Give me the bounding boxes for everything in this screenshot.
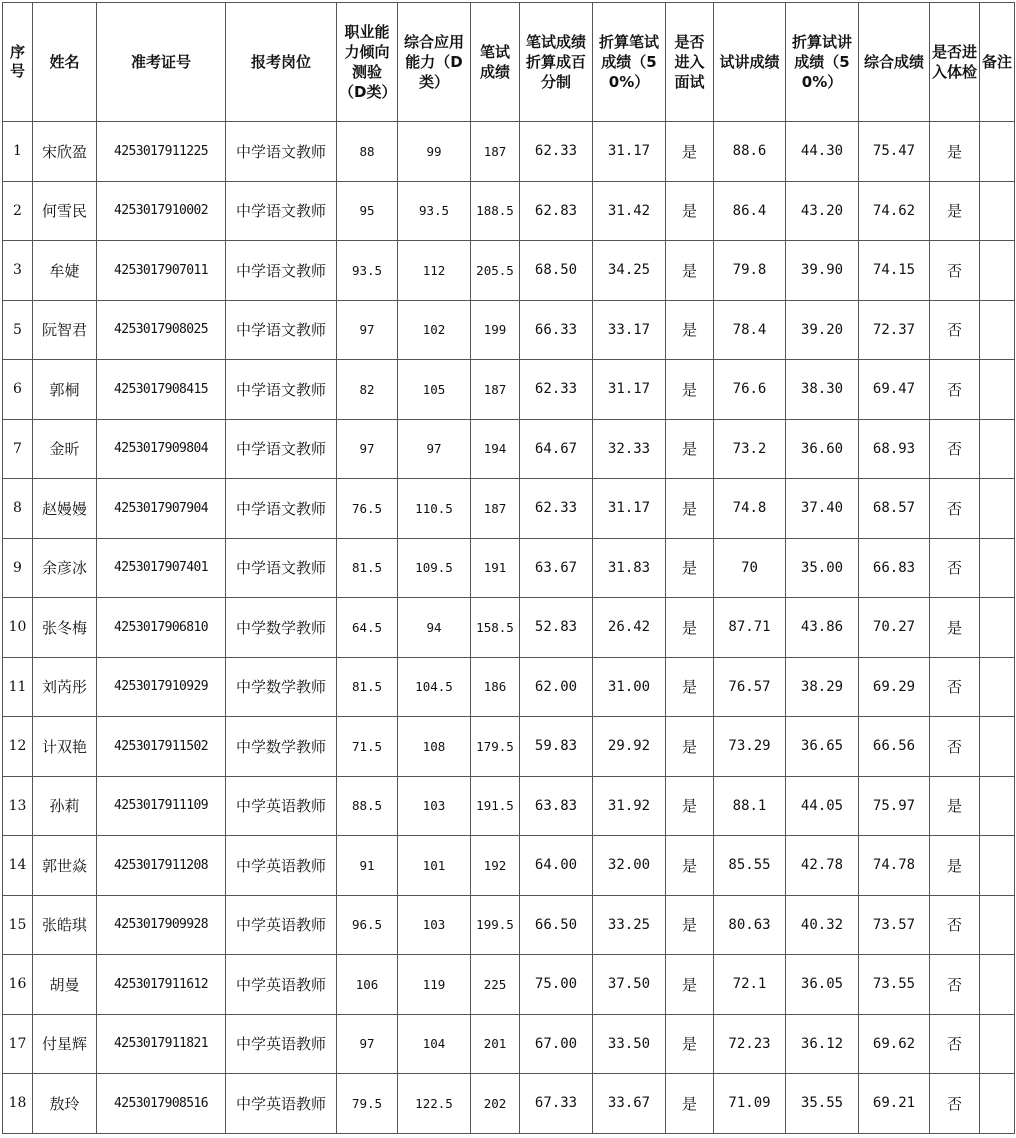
cell-seq: 1 <box>3 122 33 182</box>
cell-remark <box>980 181 1015 241</box>
cell-seq: 17 <box>3 1014 33 1074</box>
cell-total: 66.83 <box>859 538 930 598</box>
cell-physical-entry: 否 <box>930 241 980 301</box>
cell-id: 4253017911109 <box>97 776 226 836</box>
cell-interview-entry: 是 <box>666 836 714 896</box>
cell-seq: 6 <box>3 360 33 420</box>
cell-post: 中学数学教师 <box>226 657 337 717</box>
cell-aptitude: 64.5 <box>337 598 398 658</box>
cell-post: 中学英语教师 <box>226 776 337 836</box>
cell-seq: 5 <box>3 300 33 360</box>
cell-written-50: 31.17 <box>593 360 666 420</box>
cell-applied: 94 <box>398 598 471 658</box>
cell-remark <box>980 360 1015 420</box>
cell-applied: 97 <box>398 419 471 479</box>
cell-lecture-50: 36.60 <box>786 419 859 479</box>
cell-id: 4253017907011 <box>97 241 226 301</box>
cell-aptitude: 81.5 <box>337 657 398 717</box>
cell-written-50: 33.17 <box>593 300 666 360</box>
cell-lecture: 88.6 <box>714 122 786 182</box>
cell-applied: 108 <box>398 717 471 777</box>
cell-lecture: 70 <box>714 538 786 598</box>
cell-post: 中学英语教师 <box>226 1074 337 1134</box>
cell-written-50: 26.42 <box>593 598 666 658</box>
cell-aptitude: 95 <box>337 181 398 241</box>
header-row <box>3 3 1015 122</box>
cell-applied: 103 <box>398 895 471 955</box>
cell-interview-entry: 是 <box>666 479 714 539</box>
cell-applied: 103 <box>398 776 471 836</box>
cell-applied: 102 <box>398 300 471 360</box>
cell-applied: 109.5 <box>398 538 471 598</box>
cell-seq: 18 <box>3 1074 33 1134</box>
cell-written-pct: 66.33 <box>520 300 593 360</box>
cell-lecture: 71.09 <box>714 1074 786 1134</box>
table-row <box>3 181 1015 241</box>
cell-post: 中学英语教师 <box>226 955 337 1015</box>
cell-aptitude: 93.5 <box>337 241 398 301</box>
cell-id: 4253017909928 <box>97 895 226 955</box>
cell-applied: 101 <box>398 836 471 896</box>
cell-written: 199.5 <box>471 895 520 955</box>
cell-seq: 14 <box>3 836 33 896</box>
cell-aptitude: 91 <box>337 836 398 896</box>
cell-seq: 16 <box>3 955 33 1015</box>
cell-applied: 99 <box>398 122 471 182</box>
cell-seq: 11 <box>3 657 33 717</box>
table-row <box>3 419 1015 479</box>
cell-name: 宋欣盈 <box>33 122 97 182</box>
header-seq: 序号 <box>3 3 33 122</box>
cell-written: 205.5 <box>471 241 520 301</box>
cell-lecture: 72.1 <box>714 955 786 1015</box>
cell-interview-entry: 是 <box>666 538 714 598</box>
cell-post: 中学语文教师 <box>226 122 337 182</box>
cell-lecture-50: 36.05 <box>786 955 859 1015</box>
cell-written-50: 33.67 <box>593 1074 666 1134</box>
cell-id: 4253017910929 <box>97 657 226 717</box>
cell-written-pct: 64.67 <box>520 419 593 479</box>
table-row <box>3 538 1015 598</box>
cell-total: 74.62 <box>859 181 930 241</box>
cell-written: 187 <box>471 479 520 539</box>
cell-name: 刘芮彤 <box>33 657 97 717</box>
cell-interview-entry: 是 <box>666 776 714 836</box>
cell-written-pct: 63.83 <box>520 776 593 836</box>
cell-id: 4253017907904 <box>97 479 226 539</box>
header-written-50: 折算笔试成绩（50%） <box>593 3 666 122</box>
cell-physical-entry: 否 <box>930 300 980 360</box>
cell-applied: 119 <box>398 955 471 1015</box>
cell-id: 4253017908025 <box>97 300 226 360</box>
cell-lecture: 78.4 <box>714 300 786 360</box>
cell-post: 中学语文教师 <box>226 360 337 420</box>
cell-interview-entry: 是 <box>666 360 714 420</box>
cell-interview-entry: 是 <box>666 419 714 479</box>
cell-interview-entry: 是 <box>666 181 714 241</box>
cell-written: 179.5 <box>471 717 520 777</box>
cell-remark <box>980 836 1015 896</box>
cell-written-50: 31.00 <box>593 657 666 717</box>
cell-name: 敖玲 <box>33 1074 97 1134</box>
cell-lecture: 79.8 <box>714 241 786 301</box>
cell-remark <box>980 241 1015 301</box>
cell-written-50: 29.92 <box>593 717 666 777</box>
cell-physical-entry: 否 <box>930 419 980 479</box>
cell-name: 赵嫚嫚 <box>33 479 97 539</box>
cell-interview-entry: 是 <box>666 955 714 1015</box>
cell-lecture-50: 36.12 <box>786 1014 859 1074</box>
cell-written: 191 <box>471 538 520 598</box>
header-name: 姓名 <box>33 3 97 122</box>
cell-interview-entry: 是 <box>666 300 714 360</box>
cell-lecture-50: 44.05 <box>786 776 859 836</box>
cell-written-50: 31.17 <box>593 479 666 539</box>
cell-physical-entry: 否 <box>930 360 980 420</box>
cell-written-pct: 62.00 <box>520 657 593 717</box>
cell-aptitude: 97 <box>337 300 398 360</box>
cell-applied: 122.5 <box>398 1074 471 1134</box>
cell-id: 4253017908516 <box>97 1074 226 1134</box>
cell-name: 张皓琪 <box>33 895 97 955</box>
header-aptitude: 职业能力倾向测验（D类） <box>337 3 398 122</box>
header-physical-entry: 是否进入体检 <box>930 3 980 122</box>
cell-written-pct: 59.83 <box>520 717 593 777</box>
cell-written-pct: 62.33 <box>520 122 593 182</box>
cell-aptitude: 76.5 <box>337 479 398 539</box>
table-row <box>3 1074 1015 1134</box>
cell-physical-entry: 是 <box>930 776 980 836</box>
cell-aptitude: 97 <box>337 1014 398 1074</box>
cell-lecture: 72.23 <box>714 1014 786 1074</box>
cell-id: 4253017911612 <box>97 955 226 1015</box>
cell-aptitude: 88 <box>337 122 398 182</box>
cell-name: 孙莉 <box>33 776 97 836</box>
header-lecture: 试讲成绩 <box>714 3 786 122</box>
cell-written: 194 <box>471 419 520 479</box>
cell-total: 74.15 <box>859 241 930 301</box>
cell-aptitude: 97 <box>337 419 398 479</box>
cell-post: 中学英语教师 <box>226 836 337 896</box>
cell-written: 202 <box>471 1074 520 1134</box>
cell-post: 中学语文教师 <box>226 419 337 479</box>
cell-remark <box>980 1014 1015 1074</box>
cell-name: 余彦冰 <box>33 538 97 598</box>
header-id: 准考证号 <box>97 3 226 122</box>
cell-remark <box>980 122 1015 182</box>
cell-lecture-50: 43.86 <box>786 598 859 658</box>
cell-remark <box>980 657 1015 717</box>
cell-remark <box>980 419 1015 479</box>
cell-name: 阮智君 <box>33 300 97 360</box>
cell-total: 68.93 <box>859 419 930 479</box>
cell-name: 付星辉 <box>33 1014 97 1074</box>
cell-written: 186 <box>471 657 520 717</box>
cell-lecture-50: 38.30 <box>786 360 859 420</box>
cell-total: 70.27 <box>859 598 930 658</box>
cell-written-50: 33.50 <box>593 1014 666 1074</box>
cell-written-pct: 52.83 <box>520 598 593 658</box>
cell-written-50: 31.42 <box>593 181 666 241</box>
cell-written-pct: 66.50 <box>520 895 593 955</box>
cell-written: 201 <box>471 1014 520 1074</box>
cell-remark <box>980 598 1015 658</box>
cell-total: 66.56 <box>859 717 930 777</box>
cell-lecture: 76.6 <box>714 360 786 420</box>
cell-physical-entry: 否 <box>930 1074 980 1134</box>
cell-physical-entry: 是 <box>930 598 980 658</box>
cell-written-50: 32.00 <box>593 836 666 896</box>
cell-lecture: 73.29 <box>714 717 786 777</box>
cell-aptitude: 88.5 <box>337 776 398 836</box>
cell-applied: 104.5 <box>398 657 471 717</box>
cell-seq: 2 <box>3 181 33 241</box>
cell-seq: 3 <box>3 241 33 301</box>
cell-lecture-50: 40.32 <box>786 895 859 955</box>
table-row <box>3 717 1015 777</box>
cell-total: 69.47 <box>859 360 930 420</box>
cell-remark <box>980 955 1015 1015</box>
cell-written: 158.5 <box>471 598 520 658</box>
cell-remark <box>980 300 1015 360</box>
cell-id: 4253017907401 <box>97 538 226 598</box>
cell-physical-entry: 否 <box>930 657 980 717</box>
cell-written-50: 31.92 <box>593 776 666 836</box>
cell-written-50: 31.17 <box>593 122 666 182</box>
cell-lecture-50: 35.55 <box>786 1074 859 1134</box>
cell-interview-entry: 是 <box>666 241 714 301</box>
cell-physical-entry: 否 <box>930 955 980 1015</box>
cell-written: 187 <box>471 360 520 420</box>
cell-applied: 93.5 <box>398 181 471 241</box>
cell-lecture: 80.63 <box>714 895 786 955</box>
cell-aptitude: 82 <box>337 360 398 420</box>
cell-name: 郭桐 <box>33 360 97 420</box>
cell-total: 69.62 <box>859 1014 930 1074</box>
cell-written-50: 31.83 <box>593 538 666 598</box>
cell-total: 73.55 <box>859 955 930 1015</box>
cell-written-pct: 75.00 <box>520 955 593 1015</box>
cell-remark <box>980 895 1015 955</box>
table-row <box>3 1014 1015 1074</box>
header-total: 综合成绩 <box>859 3 930 122</box>
cell-seq: 12 <box>3 717 33 777</box>
table-row <box>3 776 1015 836</box>
cell-interview-entry: 是 <box>666 1014 714 1074</box>
cell-lecture-50: 39.90 <box>786 241 859 301</box>
cell-interview-entry: 是 <box>666 122 714 182</box>
table-row <box>3 955 1015 1015</box>
cell-interview-entry: 是 <box>666 717 714 777</box>
cell-id: 4253017909804 <box>97 419 226 479</box>
cell-name: 郭世焱 <box>33 836 97 896</box>
cell-interview-entry: 是 <box>666 895 714 955</box>
cell-remark <box>980 717 1015 777</box>
cell-total: 69.21 <box>859 1074 930 1134</box>
cell-post: 中学语文教师 <box>226 479 337 539</box>
table-row <box>3 836 1015 896</box>
cell-written-50: 34.25 <box>593 241 666 301</box>
cell-aptitude: 106 <box>337 955 398 1015</box>
cell-name: 张冬梅 <box>33 598 97 658</box>
cell-name: 何雪民 <box>33 181 97 241</box>
cell-id: 4253017911821 <box>97 1014 226 1074</box>
cell-post: 中学语文教师 <box>226 300 337 360</box>
cell-lecture: 87.71 <box>714 598 786 658</box>
cell-id: 4253017908415 <box>97 360 226 420</box>
table-row <box>3 598 1015 658</box>
cell-interview-entry: 是 <box>666 657 714 717</box>
table-row <box>3 122 1015 182</box>
cell-interview-entry: 是 <box>666 1074 714 1134</box>
cell-lecture: 86.4 <box>714 181 786 241</box>
cell-post: 中学语文教师 <box>226 181 337 241</box>
cell-written: 187 <box>471 122 520 182</box>
cell-written: 225 <box>471 955 520 1015</box>
cell-post: 中学语文教师 <box>226 538 337 598</box>
cell-total: 74.78 <box>859 836 930 896</box>
cell-written: 191.5 <box>471 776 520 836</box>
cell-lecture-50: 42.78 <box>786 836 859 896</box>
cell-lecture-50: 43.20 <box>786 181 859 241</box>
table-body <box>3 122 1015 1134</box>
cell-seq: 13 <box>3 776 33 836</box>
cell-written: 188.5 <box>471 181 520 241</box>
cell-physical-entry: 是 <box>930 181 980 241</box>
cell-written-50: 32.33 <box>593 419 666 479</box>
cell-lecture-50: 36.65 <box>786 717 859 777</box>
cell-seq: 9 <box>3 538 33 598</box>
cell-total: 68.57 <box>859 479 930 539</box>
cell-lecture-50: 37.40 <box>786 479 859 539</box>
cell-physical-entry: 是 <box>930 122 980 182</box>
cell-written-50: 33.25 <box>593 895 666 955</box>
header-applied: 综合应用能力（D类） <box>398 3 471 122</box>
cell-total: 75.97 <box>859 776 930 836</box>
cell-written-pct: 62.33 <box>520 479 593 539</box>
cell-applied: 104 <box>398 1014 471 1074</box>
cell-applied: 112 <box>398 241 471 301</box>
table-row <box>3 300 1015 360</box>
cell-post: 中学数学教师 <box>226 717 337 777</box>
header-remark: 备注 <box>980 3 1015 122</box>
cell-lecture-50: 44.30 <box>786 122 859 182</box>
cell-seq: 7 <box>3 419 33 479</box>
cell-id: 4253017906810 <box>97 598 226 658</box>
cell-aptitude: 96.5 <box>337 895 398 955</box>
cell-interview-entry: 是 <box>666 598 714 658</box>
cell-written: 192 <box>471 836 520 896</box>
cell-lecture-50: 35.00 <box>786 538 859 598</box>
cell-physical-entry: 否 <box>930 1014 980 1074</box>
cell-physical-entry: 是 <box>930 836 980 896</box>
cell-remark <box>980 1074 1015 1134</box>
cell-post: 中学英语教师 <box>226 895 337 955</box>
cell-aptitude: 81.5 <box>337 538 398 598</box>
cell-lecture-50: 39.20 <box>786 300 859 360</box>
header-post: 报考岗位 <box>226 3 337 122</box>
table-row <box>3 360 1015 420</box>
cell-written: 199 <box>471 300 520 360</box>
cell-seq: 15 <box>3 895 33 955</box>
cell-physical-entry: 否 <box>930 895 980 955</box>
cell-applied: 105 <box>398 360 471 420</box>
cell-lecture: 73.2 <box>714 419 786 479</box>
cell-lecture: 76.57 <box>714 657 786 717</box>
cell-aptitude: 79.5 <box>337 1074 398 1134</box>
cell-lecture: 74.8 <box>714 479 786 539</box>
header-interview-entry: 是否进入面试 <box>666 3 714 122</box>
cell-lecture-50: 38.29 <box>786 657 859 717</box>
table-row <box>3 241 1015 301</box>
cell-lecture: 88.1 <box>714 776 786 836</box>
cell-name: 计双艳 <box>33 717 97 777</box>
cell-written-pct: 62.33 <box>520 360 593 420</box>
cell-total: 72.37 <box>859 300 930 360</box>
cell-id: 4253017911502 <box>97 717 226 777</box>
cell-remark <box>980 479 1015 539</box>
cell-id: 4253017911208 <box>97 836 226 896</box>
cell-written-pct: 64.00 <box>520 836 593 896</box>
cell-name: 胡曼 <box>33 955 97 1015</box>
cell-aptitude: 71.5 <box>337 717 398 777</box>
cell-written-50: 37.50 <box>593 955 666 1015</box>
cell-name: 牟婕 <box>33 241 97 301</box>
cell-written-pct: 63.67 <box>520 538 593 598</box>
cell-post: 中学语文教师 <box>226 241 337 301</box>
header-written: 笔试成绩 <box>471 3 520 122</box>
table-row <box>3 895 1015 955</box>
header-lecture-50: 折算试讲成绩（50%） <box>786 3 859 122</box>
cell-name: 金昕 <box>33 419 97 479</box>
cell-remark <box>980 538 1015 598</box>
cell-id: 4253017911225 <box>97 122 226 182</box>
header-written-pct: 笔试成绩折算成百分制 <box>520 3 593 122</box>
cell-written-pct: 67.33 <box>520 1074 593 1134</box>
cell-physical-entry: 否 <box>930 717 980 777</box>
cell-seq: 10 <box>3 598 33 658</box>
cell-written-pct: 67.00 <box>520 1014 593 1074</box>
cell-lecture: 85.55 <box>714 836 786 896</box>
cell-written-pct: 68.50 <box>520 241 593 301</box>
cell-total: 73.57 <box>859 895 930 955</box>
results-table <box>2 2 1015 1134</box>
cell-total: 75.47 <box>859 122 930 182</box>
cell-id: 4253017910002 <box>97 181 226 241</box>
cell-post: 中学英语教师 <box>226 1014 337 1074</box>
cell-written-pct: 62.83 <box>520 181 593 241</box>
cell-applied: 110.5 <box>398 479 471 539</box>
cell-remark <box>980 776 1015 836</box>
cell-seq: 8 <box>3 479 33 539</box>
cell-physical-entry: 否 <box>930 479 980 539</box>
table-row <box>3 479 1015 539</box>
cell-total: 69.29 <box>859 657 930 717</box>
table-row <box>3 657 1015 717</box>
cell-physical-entry: 否 <box>930 538 980 598</box>
cell-post: 中学数学教师 <box>226 598 337 658</box>
